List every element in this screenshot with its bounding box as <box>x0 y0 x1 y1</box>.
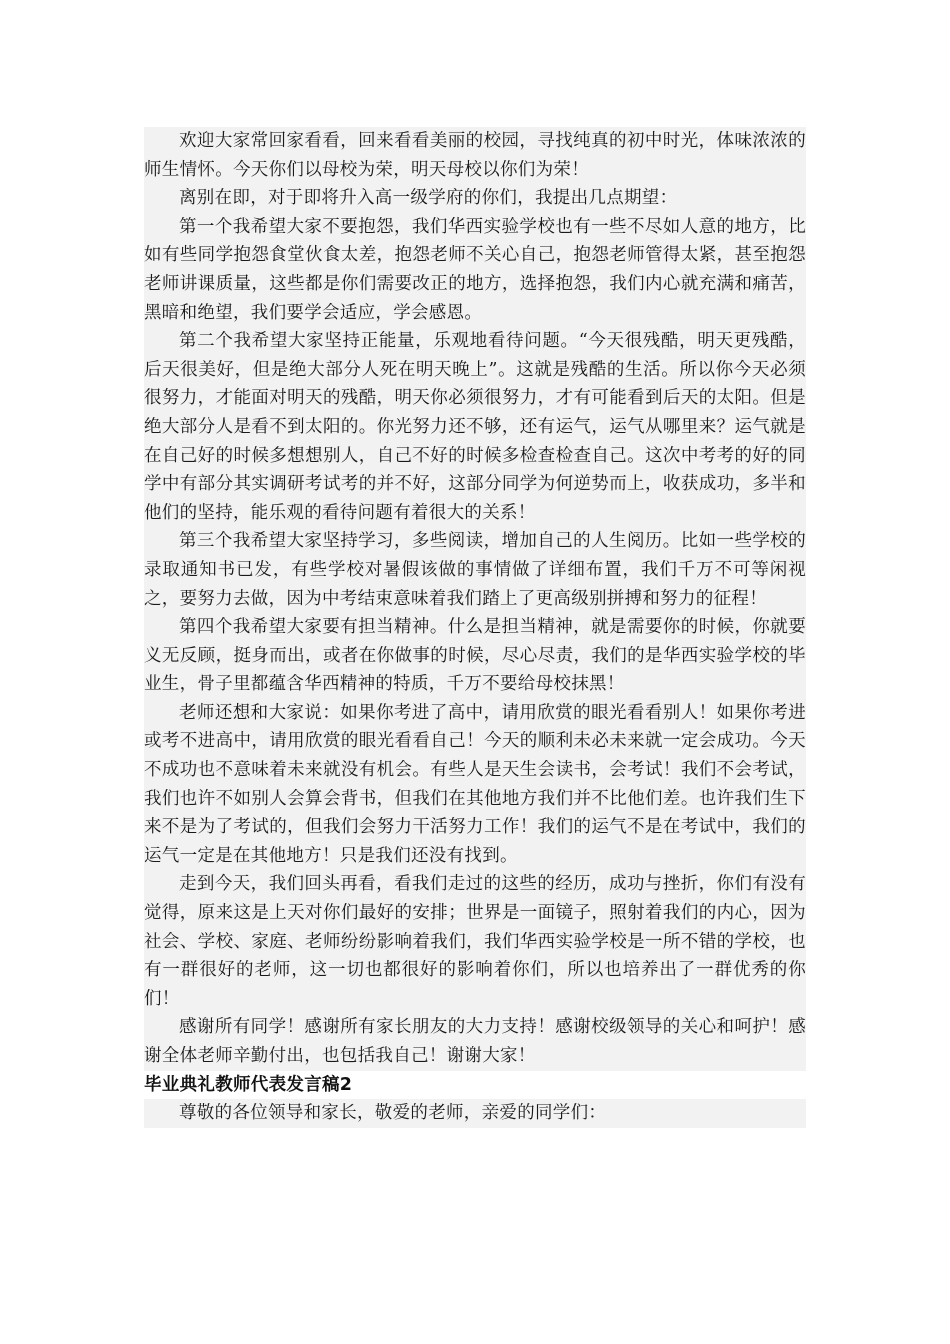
paragraph-salutation: 尊敬的各位领导和家长，敬爱的老师，亲爱的同学们： <box>144 1099 806 1128</box>
paragraph-reflection: 走到今天，我们回头再看，看我们走过的这些的经历，成功与挫折，你们有没有觉得，原来这是上天对你们最好的安排；世界是一面镜子，照射着我们的内心，因为社会、学校、家庭、老师纷纷影响着我们，我们华西实验学校是一所不错的学校，也有一群很好的老师，这一切也都很好的影响着你们，所以也培养出了一群优秀的你们！ <box>144 870 806 1013</box>
document-body <box>144 127 806 1128</box>
paragraph-teacher-words: 老师还想和大家说：如果你考进了高中，请用欣赏的眼光看看别人！如果你考进或考不进高中，请用欣赏的眼光看看自己！今天的顺利未必未来就一定会成功。今天不成功也不意味着未来就没有机会。有些人是天生会读书，会考试！我们不会考试，我们也许不如别人会算会背书，但我们在其他地方我们并不比他们差。也许我们生下来不是为了考试的，但我们会努力干活努力工作！我们的运气不是在考试中，我们的运气一定是在其他地方！只是我们还没有找到。 <box>144 699 806 871</box>
paragraph-expectation-2: 第二个我希望大家坚持正能量，乐观地看待问题。“今天很残酷，明天更残酷，后天很美好，但是绝大部分人死在明天晚上”。这就是残酷的生活。所以你今天必须很努力，才能面对明天的残酷，明天你必须很努力，才有可能看到后天的太阳。但是绝大部分人是看不到太阳的。你光努力还不够，还有运气，运气从哪里来？运气就是在自己好的时候多想想别人，自己不好的时候多检查检查自己。这次中考考的好的同学中有部分其实调研考试考的并不好，这部分同学为何逆势而上，收获成功，多半和他们的坚持，能乐观的看待问题有着很大的关系！ <box>144 327 806 527</box>
paragraph-expectation-3: 第三个我希望大家坚持学习，多些阅读，增加自己的人生阅历。比如一些学校的录取通知书已发，有些学校对暑假该做的事情做了详细布置，我们千万不可等闲视之，要努力去做，因为中考结束意味着我们踏上了更高级别拼搏和努力的征程！ <box>144 527 806 613</box>
paragraph-welcome: 欢迎大家常回家看看，回来看看美丽的校园，寻找纯真的初中时光，体味浓浓的师生情怀。今天你们以母校为荣，明天母校以你们为荣！ <box>144 127 806 184</box>
section-heading: 毕业典礼教师代表发言稿2 <box>144 1071 806 1100</box>
paragraph-thanks: 感谢所有同学！感谢所有家长朋友的大力支持！感谢校级领导的关心和呵护！感谢全体老师辛勤付出，也包括我自己！谢谢大家！ <box>144 1013 806 1070</box>
paragraph-expectation-4: 第四个我希望大家要有担当精神。什么是担当精神，就是需要你的时候，你就要义无反顾，挺身而出，或者在你做事的时候，尽心尽责，我们的是华西实验学校的毕业生，骨子里都蕴含华西精神的特质，千万不要给母校抹黑！ <box>144 613 806 699</box>
paragraph-expectations-intro: 离别在即，对于即将升入高一级学府的你们，我提出几点期望： <box>144 184 806 213</box>
paragraph-expectation-1: 第一个我希望大家不要抱怨，我们华西实验学校也有一些不尽如人意的地方，比如有些同学抱怨食堂伙食太差，抱怨老师不关心自己，抱怨老师管得太紧，甚至抱怨老师讲课质量，这些都是你们需要改正的地方，选择抱怨，我们内心就充满和痛苦，黑暗和绝望，我们要学会适应，学会感恩。 <box>144 213 806 327</box>
